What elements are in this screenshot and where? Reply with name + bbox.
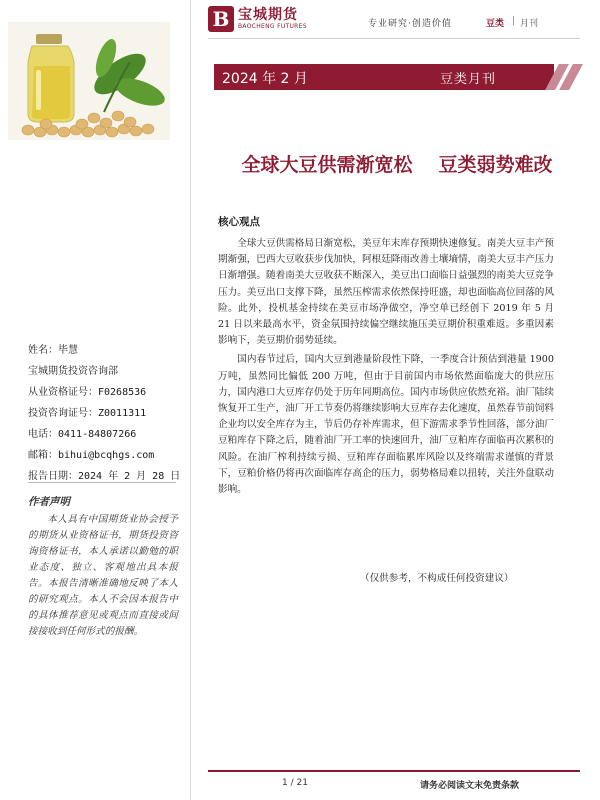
core-body [218,236,554,501]
footer-note: 请务必阅读文末免责条款 [420,781,520,791]
sidebar-border [190,0,191,800]
page-number: 1 / 21 [282,778,308,788]
logo-english: BAOCHENG FUTURES [238,23,307,30]
logo-mark: B [208,6,234,32]
report-title [214,150,580,177]
header-report-type: 月刊 [520,19,539,29]
logo-chinese: 宝城期货 [238,7,298,23]
report-date: 报告日期：2024 年 2 月 28 日 [28,471,181,482]
banner-report-name: 豆类月刊 [440,72,497,87]
author-email: 邮箱：bihui@bcqhgs.com [28,450,155,461]
logo-text [238,7,307,31]
core-paragraph: 全球大豆供需格局日渐宽松，美豆年末库存预期快速修复。南美大豆丰产预期渐强，巴西大豆收获步伐加快，阿根廷降雨改善土壤墒情，南美大豆丰产压力日渐增强。随着南美大豆收获不断深入，美豆出口面临日益强烈的南美大豆竞争压力。美豆出口支撑下降，虽然压榨需求依然保持旺盛，却也面临高位回落的风险。此外，投机基金持续在美豆市场净做空，净空单已经创下 2019 年 5 月 21 日以来最高水平，资金氛围持续偏空继续施压美豆期价积重难返。多重因素影响下，美豆期价弱势延续。 [218,238,554,347]
header-category: 豆类 [486,19,505,29]
report-title-part1: 全球大豆供需渐宽松 [241,154,413,176]
company-logo [208,4,307,34]
declaration-title: 作者声明 [28,496,70,508]
header-separator: | [512,16,516,26]
sidebar-divider [28,482,176,483]
soybean-oil-illustration [8,22,170,140]
author-qualification: 从业资格证号：F0268536 [28,387,147,398]
author-dept: 宝城期货投资咨询部 [28,366,118,377]
header-rule [208,38,580,39]
declaration-text: 本人具有中国期货业协会授予的期货从业资格证书，期货投资咨询资格证书，本人承诺以勤勉的职业态度、独立、客观地出具本报告。本报告清晰准确地反映了本人的研究观点。本人不会因本报告中的具体推荐意见或观点而直接或间接接收到任何形式的报酬。 [28,514,178,637]
author-consult-cert: 投资咨询证号：Z0011311 [28,408,147,419]
slogan: 专业研究·创造价值 [368,19,452,29]
banner-date: 2024 年 2 月 [222,71,308,87]
sidebar [0,0,190,800]
core-paragraph: 国内春节过后，国内大豆到港量阶段性下降，一季度合计预估到港量 1900 万吨，虽然同比偏低 200 万吨，但由于目前国内市场依然面临庞大的供应压力，国内港口大豆库存仍处于历年同期高位。国内市场供应依然充裕。油厂陆续恢复开工生产，油厂开工节奏仍将继续影响大豆库存去化速度，虽然春节前饲料企业均以安全库存为主，节后仍存补库需求，但下游需求季节性回落，部分油厂豆粕库存下降之后，随着油厂开工率的快速回升，油厂豆粕库存面临再次累积的风险。在油厂榨利持续亏损、豆粕库存面临累库风险以及终端需求谨慎的背景下，豆粕价格仍将再次面临库存高企的压力，弱势格局难以扭转，关注外盘联动影响。 [218,354,554,496]
cover-photo [8,22,170,140]
investment-disclaimer: （仅供参考，不构成任何投资建议） [360,573,514,584]
core-heading: 核心观点 [218,216,260,228]
author-info [28,340,188,487]
footer-rule [208,770,580,772]
author-phone: 电话：0411-84807266 [28,429,137,440]
author-name: 姓名：毕慧 [28,345,78,356]
report-title-part2: 豆类弱势难改 [438,154,553,176]
